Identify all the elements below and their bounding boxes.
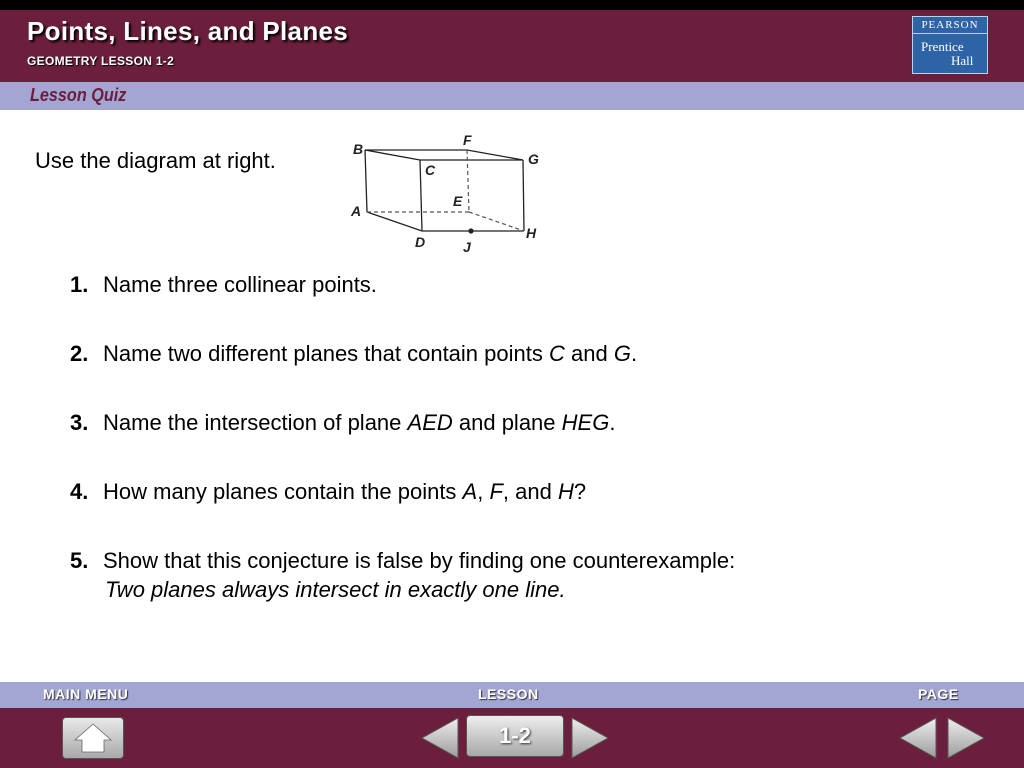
section-label: Lesson Quiz bbox=[30, 85, 127, 105]
question-fragment: . bbox=[609, 410, 616, 435]
question-text bbox=[103, 410, 615, 435]
question-fragment: Name the intersection of plane bbox=[103, 410, 408, 435]
question-fragment: , bbox=[477, 479, 490, 504]
question-number: 1. bbox=[70, 272, 89, 297]
question-number: 5. bbox=[70, 548, 89, 573]
question-number: 3. bbox=[70, 410, 89, 435]
edge-BA bbox=[365, 150, 367, 212]
question-text bbox=[103, 272, 377, 297]
label-B: B bbox=[353, 141, 364, 157]
edge-FG bbox=[467, 150, 523, 160]
edge-BC bbox=[365, 150, 420, 160]
italic-term: G bbox=[613, 341, 631, 366]
question-1 bbox=[70, 272, 377, 298]
question-fragment: and plane bbox=[452, 410, 562, 435]
question-fragment: ? bbox=[573, 479, 587, 504]
italic-term: A bbox=[462, 479, 478, 504]
top-stripe bbox=[0, 0, 1024, 10]
italic-term: AED bbox=[407, 410, 453, 435]
question-3 bbox=[70, 410, 615, 436]
question-number: 2. bbox=[70, 341, 89, 366]
question-fragment: Show that this conjecture is false by finding one counterexample: bbox=[103, 548, 736, 573]
label-A: A bbox=[351, 203, 362, 219]
right-triangle-icon bbox=[948, 718, 984, 758]
edge-CD bbox=[420, 160, 422, 231]
italic-term: C bbox=[548, 341, 565, 366]
label-F: F bbox=[463, 132, 472, 148]
main-menu-label: MAIN MENU bbox=[43, 686, 129, 702]
question-text bbox=[103, 479, 586, 504]
hidden-edge-FE bbox=[467, 150, 469, 212]
header-bar bbox=[0, 10, 1024, 82]
prism-diagram bbox=[345, 130, 555, 260]
question-5 bbox=[70, 548, 735, 574]
intro-text: Use the diagram at right. bbox=[35, 148, 276, 173]
question-fragment: . bbox=[630, 341, 638, 366]
lesson-number-button[interactable]: 1-2 bbox=[466, 715, 564, 757]
lesson-prev-button[interactable] bbox=[420, 716, 460, 760]
page-next-button[interactable] bbox=[946, 716, 986, 760]
question-4 bbox=[70, 479, 586, 505]
hidden-edge-EH bbox=[469, 212, 524, 231]
section-bar bbox=[0, 82, 1024, 110]
logo-line3: Hall bbox=[951, 53, 974, 68]
question-fragment: Name two different planes that contain points bbox=[103, 341, 549, 366]
footer-nav bbox=[0, 708, 1024, 768]
point-J bbox=[468, 228, 473, 233]
lesson-label: LESSON bbox=[478, 686, 539, 702]
question-fragment: Name three collinear points. bbox=[103, 272, 377, 297]
left-triangle-icon bbox=[422, 718, 458, 758]
page-label: PAGE bbox=[918, 686, 959, 702]
question-number: 4. bbox=[70, 479, 89, 504]
italic-term: HEG bbox=[561, 410, 610, 435]
home-button[interactable] bbox=[62, 717, 124, 759]
label-H: H bbox=[526, 225, 537, 241]
footer-label-bar bbox=[0, 682, 1024, 708]
label-D: D bbox=[415, 234, 426, 250]
conjecture-text: Two planes always intersect in exactly one line. bbox=[105, 577, 566, 602]
home-icon bbox=[63, 718, 123, 758]
pearson-logo bbox=[912, 16, 988, 74]
left-triangle-icon bbox=[900, 718, 936, 758]
label-C: C bbox=[425, 162, 436, 178]
question-fragment: , and bbox=[502, 479, 558, 504]
question-text bbox=[103, 548, 735, 573]
lesson-next-button[interactable] bbox=[570, 716, 610, 760]
question-text bbox=[103, 341, 637, 366]
edge-GH bbox=[523, 160, 524, 231]
question-fragment: How many planes contain the points bbox=[103, 479, 463, 504]
right-triangle-icon bbox=[572, 718, 608, 758]
logo-line2: Prentice bbox=[921, 39, 964, 54]
italic-term: F bbox=[489, 479, 503, 504]
italic-term: H bbox=[557, 479, 574, 504]
page-prev-button[interactable] bbox=[898, 716, 938, 760]
label-J: J bbox=[463, 239, 471, 255]
question-fragment: and bbox=[564, 341, 614, 366]
page-title: Points, Lines, and Planes bbox=[27, 16, 349, 46]
lesson-subtitle: GEOMETRY LESSON 1-2 bbox=[27, 54, 175, 68]
question-2 bbox=[70, 341, 637, 367]
label-G: G bbox=[528, 151, 539, 167]
label-E: E bbox=[453, 193, 463, 209]
logo-line1: PEARSON bbox=[913, 19, 987, 34]
edge-AD bbox=[367, 212, 422, 231]
